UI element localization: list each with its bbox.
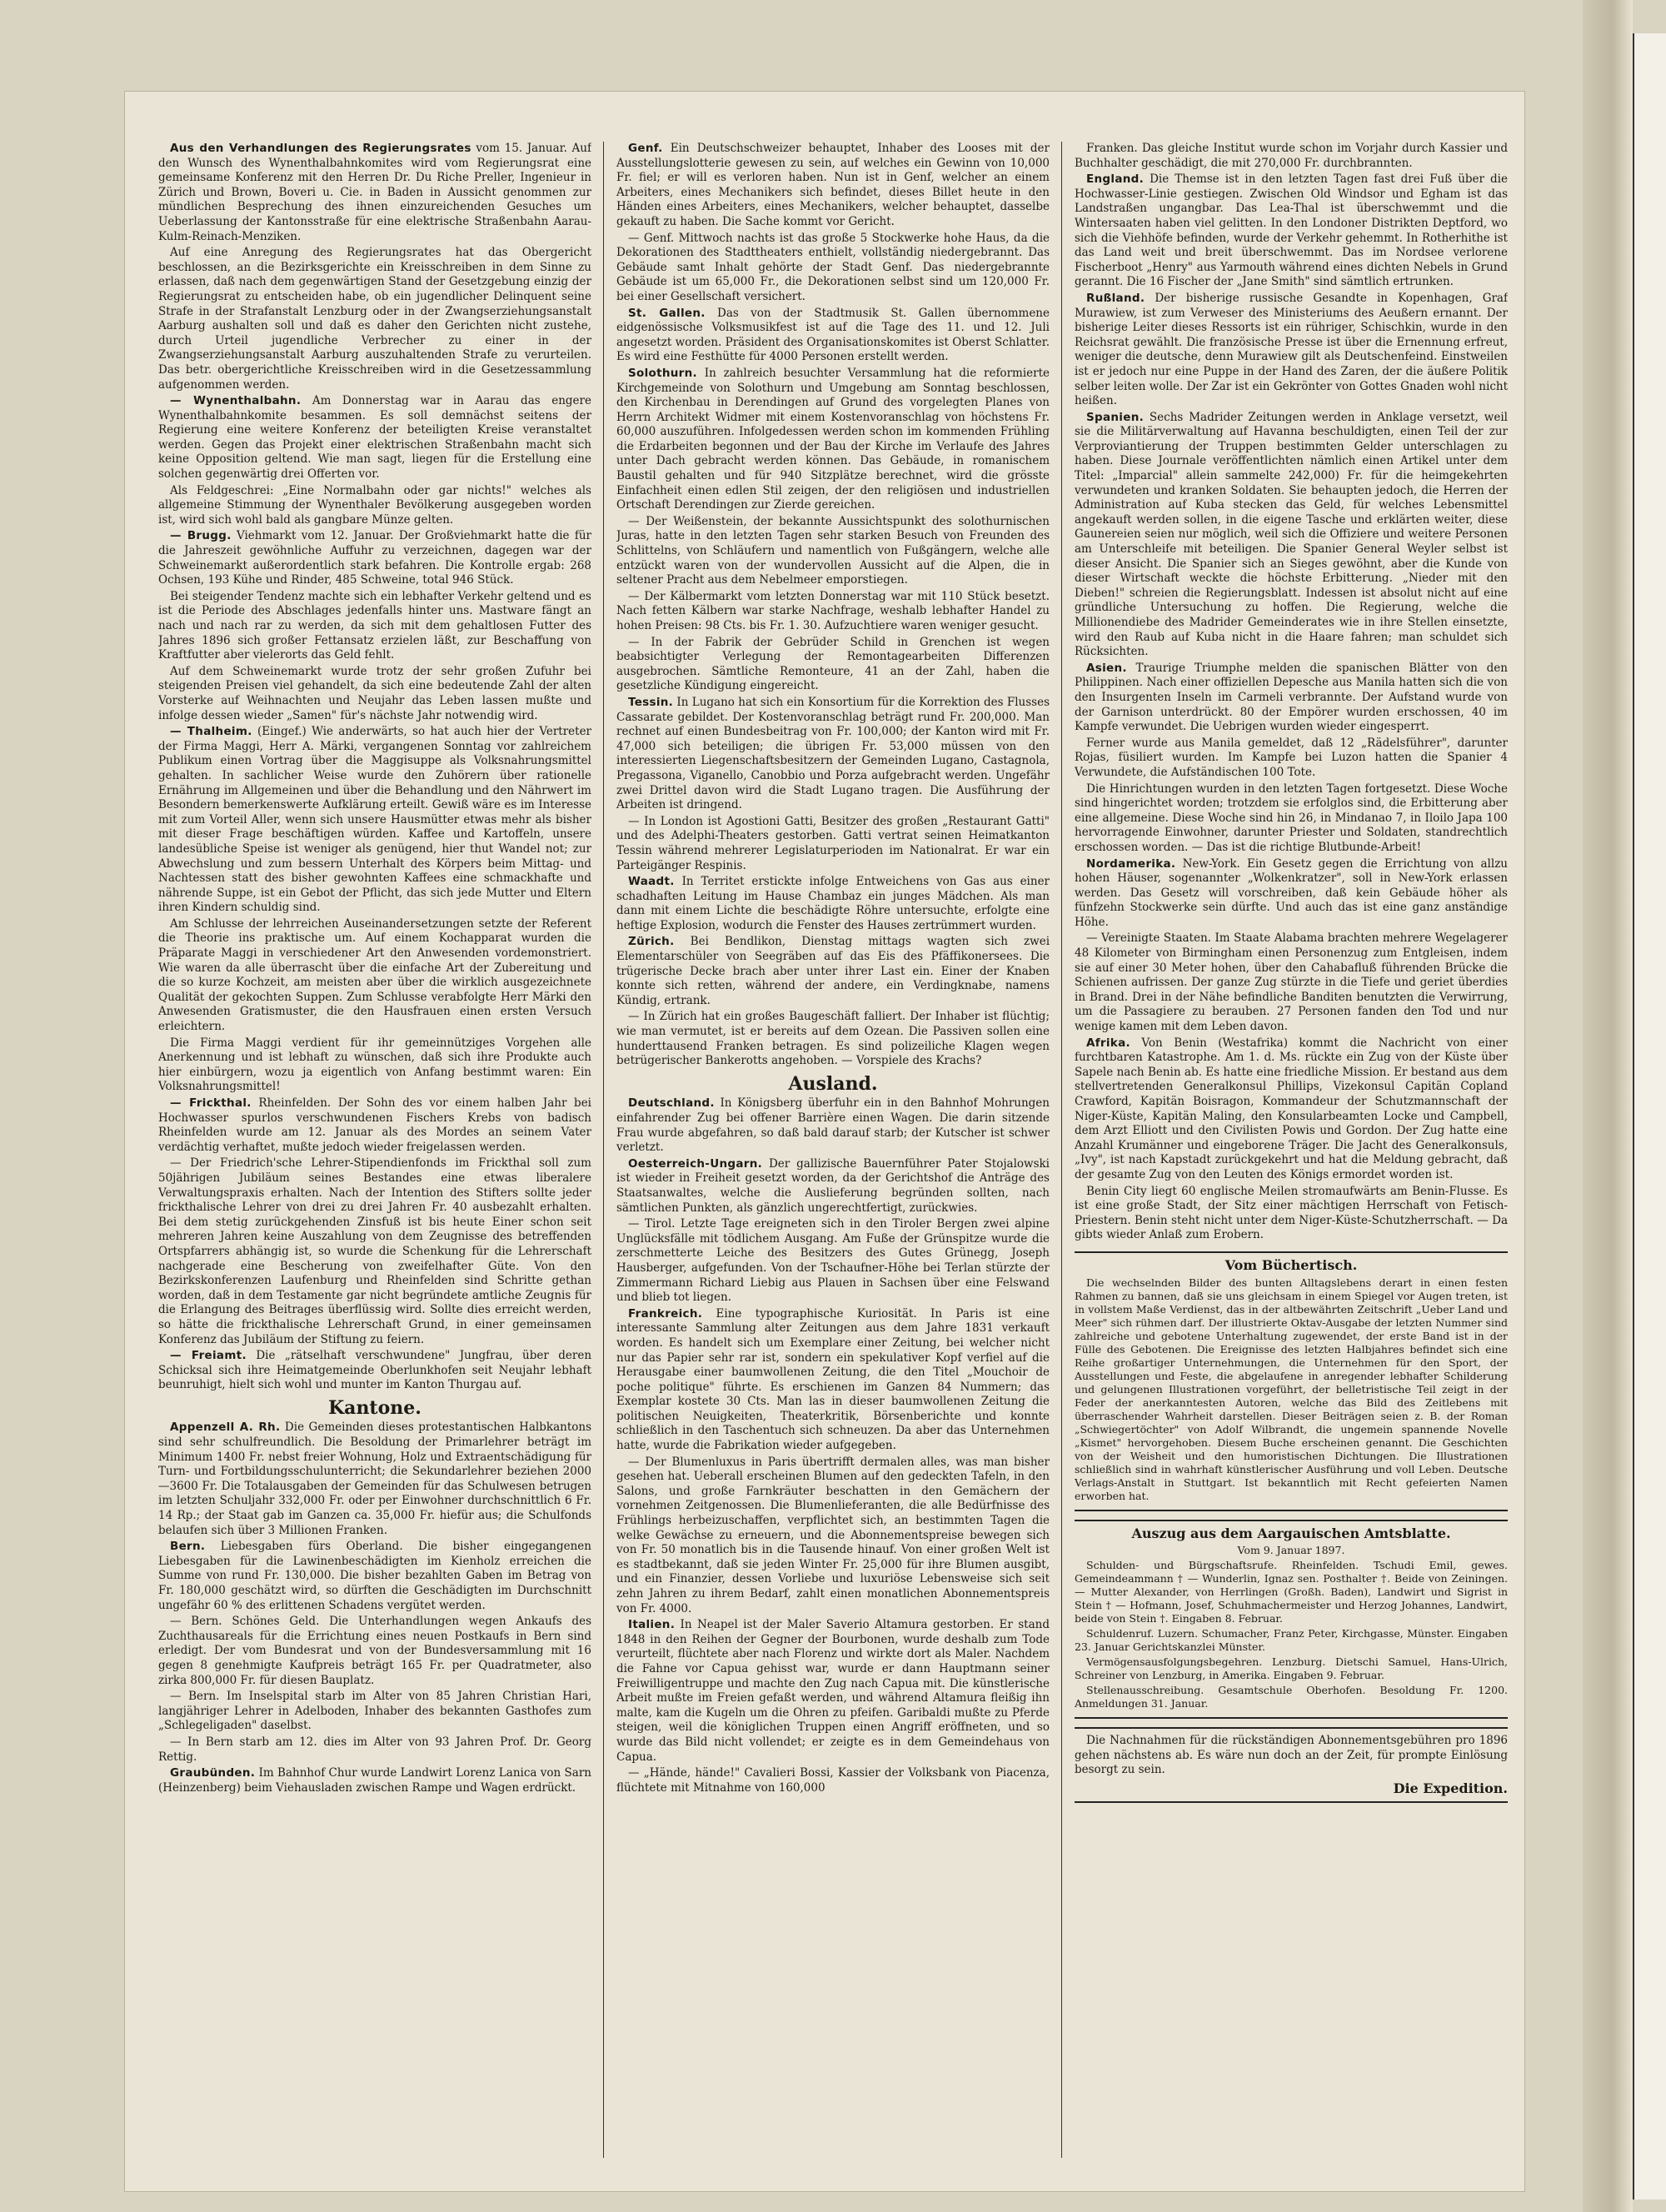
article: — Vereinigte Staaten. Im Staate Alabama brachten mehrere Wegelagerer 48 Kilometer von Birmingham einen Personenzug zum Entgleisen, indem sie auf einer 30 Meter hohen, über den Cahabafluß führenden Brücke die Schienen aufrissen. Der ganze Zug stürzte in die Tiefe und geriet überdies in Brand. Drei in der Nähe befindliche Banditen benutzten die Verwirrung, um die Passagiere zu berauben. 27 Personen fanden den Tod und nur wenige kamen mit dem Leben davon.	[1075, 931, 1508, 1034]
article: — In der Fabrik der Gebrüder Schild in Grenchen ist wegen beabsichtigter Verlegung der Remontagearbeiten Differenzen ausgebrochen. Sämtliche Remonteure, 41 an der Zahl, haben die gesetzliche Kündigung eingereicht.	[616, 635, 1050, 693]
article: Bei steigender Tendenz machte sich ein lebhafter Verkehr geltend und es ist die Periode des Abschlages jedenfalls hinter uns. Mastware fängt an nach und nach rar zu werden, da sich mit dem gehaltlosen Futter des Jahres 1896 sich großer Fettansatz erzielen läßt, zur Beschaffung von Kraftfutter aber vielerorts das Geld fehlt.	[158, 589, 591, 662]
article: Spanien. Sechs Madrider Zeitungen werden in Anklage versetzt, weil sie die Militärverwaltung auf Havanna beschuldigten, einen Teil der zur Verproviantierung der Truppen bestimmten Gelder unterschlagen zu haben. Diese Journale veröffentlichten nämlich einen Artikel unter dem Titel: „Imparcial" allein sammelte 242,000) Fr. für die heimgekehrten verwundeten und kranken Soldaten. Sie behaupten jedoch, die Herren der Administration auf Kuba stecken das Geld, für welches Lebensmittel angekauft werden sollen, in die eigene Tasche und erklärten weiter, diese Gaunereien seien nur möglich, weil sich die Offiziere und weitere Personen am Unterschleife mit beteiligen. Die Spanier General Weyler selbst ist dieser Ansicht. Die Spanier sich an Sieges gewöhnt, aber die Kunde von dieser Wirtschaft weckte die höchste Erbitterung. „Nieder mit den Dieben!" schreien die Regierungsblatt. Indessen ist absolut nicht auf eine gründliche Untersuchung zu hoffen. Die Regierung, welche die Millionendiebe des Madrider Gemeinderates wie in ihre Stellen einsetzte, wird den Raub auf Kuba nicht in die Haare fahren; man schuldet sich Rücksichten.	[1075, 410, 1508, 659]
column-1	[158, 142, 591, 2158]
article: — Bern. Im Inselspital starb im Alter von 85 Jahren Christian Hari, langjähriger Lehrer in Adelboden, Inhaber des bekannten Gasthofes zum „Schlegeligaden" daselbst.	[158, 1690, 591, 1733]
book-review-text: Die wechselnden Bilder des bunten Alltagslebens derart in einen festen Rahmen zu bannen, daß sie uns gleichsam in einem Spiegel vor Augen treten, ist in vollstem Maße Verdienst, das in der altbewährten Zeitschrift „Ueber Land und Meer" sich rühmen darf. Der illustrierte Oktav-Ausgabe der letzten Nummer sind zahlreiche und gebotene Unterhaltung zugewendet, der erste Band ist in der Fülle des Gebotenen. Die Ereignisse des letzten Halbjahres befindet sich eine Reihe großartiger Unternehmungen, die Unternehmen für den Sport, der Ausstellungen und Feste, die abgelaufene in anregender lebhafter Schilderung und gelungenen Illustrationen vorgeführt, der belletristische Teil zeigt in der Feder der anerkanntesten Autoren, welche das Bild des Zeitlebens mit überraschender Wahrheit darstellen. Dieser Beiträgen seien z. B. der Roman „Schwiegertöchter" von Adolf Wilbrandt, die ungemein spannende Novelle „Kismet" hervorgehoben. Diesem Buche erscheinen genannt. Die Geschichten von der Weisheit und den humoristischen Dichtungen. Die Illustrationen schließlich sind in wahrhaft künstlerischer Ausführung und voll Leben. Deutsche Verlags-Anstalt in Stuttgart. Ist bekanntlich mit Recht gefeierten Namen erworben hat.	[1075, 1276, 1508, 1502]
amtsblatt-box	[1075, 1520, 1508, 1720]
article: — Wynenthalbahn. Am Donnerstag war in Aarau das engere Wynenthalbahnkomite besammen. Es soll demnächst seitens der Regierung eine weitere Konferenz der beteiligten Kreise veranstaltet werden. Gegen das Projekt einer elektrischen Straßenbahn macht sich keine Opposition geltend. Wie man sagt, liegen für die Erstellung eine solchen gegenwärtig drei Offerten vor.	[158, 394, 591, 482]
article: — Brugg. Viehmarkt vom 12. Januar. Der Großviehmarkt hatte die für die Jahreszeit gewöhnliche Auffuhr zu verzeichnen, dagegen war der Schweinemarkt außerordentlich stark befahren. Die Kontrolle ergab: 268 Ochsen, 193 Kühe und Rinder, 485 Schweine, total 946 Stück.	[158, 529, 591, 587]
article: Als Feldgeschrei: „Eine Normalbahn oder gar nichts!" welches als allgemeine Stimmung der Wynenthaler Bevölkerung ausgegeben worden ist, wird sich wohl bald als gangbare Münze gelten.	[158, 483, 591, 527]
amtsblatt-date: Vom 9. Januar 1897.	[1237, 1544, 1345, 1557]
amtsblatt-heading: Auszug aus dem Aargauischen Amtsblatte.	[1131, 1525, 1451, 1541]
amtsblatt-entry: Schuldenruf. Luzern. Schumacher, Franz Peter, Kirchgasse, Münster. Eingaben 23. Januar Gerichtskanzlei Münster.	[1075, 1627, 1508, 1654]
article: Waadt. In Territet erstickte infolge Entweichens von Gas aus einer schadhaften Leitung im Hause Chambaz ein junges Mädchen. Als man dann mit einem Lichte die beschädigte Röhre untersuchte, erfolgte eine heftige Explosion, wodurch die Fenster des Hauses zertrümmert wurden.	[616, 875, 1050, 932]
article: — „Hände, hände!" Cavalieri Bossi, Kassier der Volksbank von Piacenza, flüchtete mit Mitnahme von 160,000	[616, 1766, 1050, 1795]
section-heading-ausland: Ausland.	[788, 1072, 878, 1095]
article: Italien. In Neapel ist der Maler Saverio Altamura gestorben. Er stand 1848 in den Reihen der Gegner der Bourbonen, wurde deshalb zum Tode verurteilt, flüchtete aber nach Florenz und wirkte dort als Maler. Nachdem die Fahne vor Capua gehisst war, wurde er dann Hauptmann seiner Freiwilligentruppe und machte den Zug nach Capua mit. Die künstlerische Arbeit mußte im Freien gefaßt werden, und während Altamura fleißig ihn malte, kam die Kugeln um die Ohren zu pfeifen. Garibaldi mußte zu Pferde steigen, weil die königlichen Truppen einen Angriff eröffneten, und so wurde das Bild nicht vollendet; er zeigte es in dem Gemeindehaus von Capua.	[616, 1618, 1050, 1764]
article: — Bern. Schönes Geld. Die Unterhandlungen wegen Ankaufs des Zuchthausareals für die Errichtung eines neuen Postkaufs in Bern sind erledigt. Der vom Bundesrat und von der Bundesversammlung mit 16 gegen 8 genehmigte Kaufpreis beträgt 165 Fr. per Quadratmeter, also zirka 800,000 Fr. für diesen Bauplatz.	[158, 1615, 591, 1687]
article: Afrika. Von Benin (Westafrika) kommt die Nachricht von einer furchtbaren Katastrophe. Am 1. d. Ms. rückte ein Zug von der Küste über Sapele nach Benin ab. Es hatte eine friedliche Mission. Er bestand aus dem stellvertretenden Generalkonsul Phillips, Vizekonsul Capitän Copland Crawford, Kapitän Boisragon, Kommandeur der Schutzmannschaft der Niger-Küste, Kapitän Maling, den Konsularbeamten Locke und Campbell, dem Arzt Elliott und den Civilisten Powis und Gordon. Der Zug hatte eine Anzahl Krumänner und eingeborene Träger. Die Jacht des Generalkonsuls, „Ivy", ist nach Kapstadt zurückgekehrt und hat die Meldung gebracht, daß der gesamte Zug von den Leuten des Königs ermordet worden ist.	[1075, 1036, 1508, 1181]
section-heading-kantone: Kantone.	[328, 1396, 421, 1419]
next-page-edge	[1633, 33, 1666, 2200]
amtsblatt-entry: Schulden- und Bürgschaftsrufe. Rheinfelden. Tschudi Emil, gewes. Gemeindeammann † — Wunderlin, Ignaz sen. Posthalter †. Beide von Zeiningen. — Mutter Alexander, von Herrlingen (Großh. Baden), Landwirt und Sigrist in Stein † — Hofmann, Josef, Schuhmachermeister und Herzog Johannes, Landwirt, beide von Stein †. Eingaben 8. Februar.	[1075, 1559, 1508, 1625]
article: Bern. Liebesgaben fürs Oberland. Die bisher eingegangenen Liebesgaben für die Lawinenbeschädigten im Kienholz erreichen die Summe von rund Fr. 130,000. Die bisher bezahlten Gaben im Betrag von Fr. 180,000 geschätzt wird, so dürften die Geschädigten im Durchschnitt ungefähr 60 % des erlittenen Schadens vergütet werden.	[158, 1540, 591, 1612]
article: — Genf. Mittwoch nachts ist das große 5 Stockwerke hohe Haus, da die Dekorationen des Stadttheaters enthielt, vollständig niedergebrannt. Das Gebäude samt Inhalt gehörte der Stadt Genf. Das niedergebrannte Gebäude ist um 65,000 Fr., die Dekorationen selbst sind um 120,000 Fr. bei einer Gesellschaft versichert.	[616, 231, 1050, 303]
amtsblatt-entry: Stellenausschreibung. Gesamtschule Oberhofen. Besoldung Fr. 1200. Anmeldungen 31. Januar.	[1075, 1684, 1508, 1710]
article: Die Firma Maggi verdient für ihr gemeinnütziges Vorgehen alle Anerkennung und ist lebhaft zu wünschen, daß sich ihre Produkte auch hier einbürgern, wozu ja eigentlich von Anfang bestimmt waren: Ein Volksnahrungsmittel!	[158, 1036, 591, 1094]
article: Genf. Ein Deutschschweizer behauptet, Inhaber des Looses mit der Ausstellungslotterie gewesen zu sein, auf welches ein Gewinn von 10,000 Fr. fiel; er will es verloren haben. Nun ist in Genf, welcher an einem Arbeiters, eines Mechanikers sich befindet, dieses Billet heute in den Händen eines Arbeiters, eines Mechanikers, welcher behauptet, dasselbe gekauft zu haben. Die Sache kommt vor Gericht.	[616, 142, 1050, 228]
column-3	[1075, 142, 1508, 2158]
article: St. Gallen. Das von der Stadtmusik St. Gallen übernommene eidgenössische Volksmusikfest ist auf die Tage des 11. und 12. Juli angesetzt worden. Präsident des Organisationskomites ist Oberst Schlatter. Es wird eine Festhütte für 4000 Personen erstellt werden.	[616, 306, 1050, 364]
article: Graubünden. Im Bahnhof Chur wurde Landwirt Lorenz Lanica von Sarn (Heinzenberg) beim Viehausladen zwischen Rampe und Wagen erdrückt.	[158, 1766, 591, 1795]
article: Ferner wurde aus Manila gemeldet, daß 12 „Rädelsführer", darunter Rojas, füsiliert wurden. Im Kampfe bei Luzon hatten die Spanier 4 Verwundete, die Aufständischen 100 Tote.	[1075, 736, 1508, 779]
section-heading-buechertisch: Vom Büchertisch.	[1225, 1256, 1358, 1273]
article: Die Hinrichtungen wurden in den letzten Tagen fortgesetzt. Diese Woche sind hingerichtet worden; trotzdem sie erfolglos sind, die Erbitterung aber eine allgemeine. Diese Woche sind hin 26, in Mindanao 7, in Iloilo Japa 100 hervorragende Einwohner, darunter Priester und Soldaten, standrechtlich erschossen worden. — Das ist die richtige Blutbunde-Arbeit!	[1075, 781, 1508, 854]
expedition-signature: Die Expedition.	[1393, 1780, 1508, 1796]
article: — In London ist Agostioni Gatti, Besitzer des großen „Restaurant Gatti" und des Adelphi-Theaters gestorben. Gatti vertrat seinen Heimatkanton Tessin während mehrerer Legislaturperioden im Nationalrat. Er war ein Parteigänger Respinis.	[616, 814, 1050, 872]
amtsblatt-entry: Vermögensausfolgungsbegehren. Lenzburg. Dietschi Samuel, Hans-Ulrich, Schreiner von Lenzburg, in Amerika. Eingaben 9. Februar.	[1075, 1655, 1508, 1682]
article: Zürich. Bei Bendlikon, Dienstag mittags wagten sich zwei Elementarschüler von Seegräben auf das Eis des Pfäffikonersees. Die trügerische Decke brach aber unter ihrer Last ein. Einer der Knaben konnte sich retten, während der andere, ein Verdingknabe, namens Kündig, ertrank.	[616, 935, 1050, 1007]
article: England. Die Themse ist in den letzten Tagen fast drei Fuß über die Hochwasser-Linie gestiegen. Zwischen Old Windsor und Egham ist das Landstraßen ungangbar. Das Lea-Thal ist überschwemmt und die Wintersaaten haben viel gelitten. In den Londoner Distrikten Deptford, wo sich die Viehhöfe befinden, wurde der Verkehr gehemmt. In Rotherhithe ist das Land weit und breit überschwemmt. Das im Nordsee verlorene Fischerboot „Henry" aus Yarmouth während eines dichten Nebels in Grund gerannt. Die 16 Fischer der „Jane Smith" sind sämtlich ertrunken.	[1075, 172, 1508, 289]
article: — Frickthal. Rheinfelden. Der Sohn des vor einem halben Jahr bei Hochwasser spurlos verschwundenen Fischers Krebs von badisch Rheinfelden wurde am 12. Januar als des Mordes an seinem Vater verdächtig verhaftet, mußte jedoch wieder freigelassen werden.	[158, 1096, 591, 1154]
article: Auf eine Anregung des Regierungsrates hat das Obergericht beschlossen, an die Bezirksgerichte ein Kreisschreiben in dem Sinne zu erlassen, daß nach dem gegenwärtigen Stand der Gesetzgebung einzig der Regierungsrat zu entscheiden habe, ob ein jugendlicher Delinquent seine Strafe in der Strafanstalt Lenzburg oder in der Zwangserziehungsanstalt Aarburg aushalten soll und daß es daher den Gerichten nicht zustehe, durch Urteil jugendliche Verbrecher zu einer in der Zwangserziehungsanstalt Aarburg auszuhaltenden Strafe zu verurteilen. Das betr. obergerichtliche Kreisschreiben wird in die Gesetzessammlung aufgenommen werden.	[158, 246, 591, 392]
article: Tessin. In Lugano hat sich ein Konsortium für die Korrektion des Flusses Cassarate gebildet. Der Kostenvoranschlag beträgt rund Fr. 200,000. Man rechnet auf einen Bundesbeitrag von Fr. 100,000; der Kanton wird mit Fr. 47,000 sich beteiligen; die übrigen Fr. 53,000 müssen von den interessierten Liegenschaftsbesitzern der Gemeinden Lugano, Castagnola, Pregassona, Viganello, Canobbio und Porza aufgebracht werden. Ungefähr zwei Drittel davon wird die Stadt Lugano tragen. Die Ausführung der Arbeiten ist dringend.	[616, 695, 1050, 812]
article: — Tirol. Letzte Tage ereigneten sich in den Tiroler Bergen zwei alpine Unglücksfälle mit tödlichem Ausgang. Am Fuße der Grünspitze wurde die zerschmetterte Leiche des Besitzers des Gutes Grünegg, Joseph Hausberger, aufgefunden. Von der Tschaufner-Höhe bei Terlan stürzte der Zimmermann Richard Liebig aus Plauen in Sachsen über eine Felswand und blieb tot liegen.	[616, 1217, 1050, 1305]
article: Auf dem Schweinemarkt wurde trotz der sehr großen Zufuhr bei steigenden Preisen viel gehandelt, da sich eine bedeutende Zahl der alten Vorsterke auf Weihnachten und Neujahr das Leben lassen mußte und infolge dessen wieder „Samen" für's nächste Jahr notwendig wird.	[158, 664, 591, 722]
article: — In Zürich hat ein großes Baugeschäft falliert. Der Inhaber ist flüchtig; wie man vermutet, ist er bereits auf dem Ozean. Die Passiven sollen eine hunderttausend Franken betragen. Es sind polizeiliche Klagen wegen betrügerischer Bankerotts angehoben. — Vorspiele des Krachs?	[616, 1010, 1050, 1068]
article: Frankreich. Eine typographische Kuriosität. In Paris ist eine interessante Sammlung alter Zeitungen aus dem Jahre 1831 verkauft worden. Es handelt sich um Exemplare einer Zeitung, bei welcher nicht nur das Papier sehr rar ist, sondern ein spekulativer Kopf verfiel auf die Herausgabe einer baumwollenen Zeitung, die den Titel „Mouchoir de poche politique" führte. Es erschienen im Ganzen 84 Nummern; das Exemplar kostete 30 Cts. Man las in dieser baumwollenen Zeitung die politischen Neuigkeiten, Theaterkritik, Börsenberichte und konnte schließlich in den Taschentuch sich schneuzen. Da aber das Unternehmen hatte, wurde die Fabrikation wieder aufgegeben.	[616, 1306, 1050, 1453]
article: Aus den Verhandlungen des Regierungsrates vom 15. Januar. Auf den Wunsch des Wynenthalbahnkomites wird vom Regierungsrat eine gemeinsame Konferenz mit den Herren Dr. Du Riche Preller, Ingenieur in Zürich und Brown, Boveri u. Cie. in Baden in Aussicht genommen zur mündlichen Besprechung des ihnen einzureichenden Gesuches um Ueberlassung der Kantonsstraße für eine elektrische Straßenbahn Aarau-Kulm-Reinach-Menziken.	[158, 142, 591, 243]
article: Deutschland. In Königsberg überfuhr ein in den Bahnhof Mohrungen einfahrender Zug bei offener Barrière einen Wagen. Die darin sitzende Frau wurde abgefahren, so daß bald darauf starb; der Kutscher ist schwer verletzt.	[616, 1096, 1050, 1155]
column-rule	[603, 142, 604, 2158]
article: Asien. Traurige Triumphe melden die spanischen Blätter von den Philippinen. Nach einer offiziellen Depesche aus Manila hatten sich die von den Insurgenten Inseln im Carmeli verbrannte. Der Aufstand wurde von der Garnison unterdrückt. 80 der Empörer wurden erschossen, 40 im Kampfe verwundet. Die Uebrigen wurden wieder eingesperrt.	[1075, 661, 1508, 734]
article: Oesterreich-Ungarn. Der gallizische Bauernführer Pater Stojalowski ist wieder in Freiheit gesetzt worden, da der Gerichtshof die Anträge des Staatsanwaltes, welche die Auslieferung begründen sollten, nach sämtlichen Punkten, als gänzlich ungerechtfertigt, zurückwies.	[616, 1156, 1050, 1215]
book-review-box	[1075, 1251, 1508, 1511]
newspaper-page	[125, 92, 1524, 2191]
article: Benin City liegt 60 englische Meilen stromaufwärts am Benin-Flusse. Es ist eine große Stadt, der Sitz einer mächtigen Herrschaft von Fetisch-Priestern. Benin steht nicht unter dem Niger-Küste-Schutzherrschaft. — Da gibts wieder Anlaß zum Erobern.	[1075, 1184, 1508, 1242]
article: Franken. Das gleiche Institut wurde schon im Vorjahr durch Kassier und Buchhalter geschädigt, die mit 270,000 Fr. durchbrannten.	[1075, 142, 1508, 170]
article: Solothurn. In zahlreich besuchter Versammlung hat die reformierte Kirchgemeinde von Solothurn und Umgebung am Sonntag beschlossen, den Kirchenbau in Derendingen auf Grund des vorgelegten Planes von Herrn Architekt Widmer mit einem Kostenvoranschlag von höchstens Fr. 60,000 auszuführen. Infolgedessen werden schon im kommenden Frühling die Erdarbeiten begonnen und der Bau der Kirche im Verlaufe des Jahres unter Dach gebracht werden können. Das Gebäude, in romanischem Baustil gehalten und für 940 Sitzplätze berechnet, wird die grösste Einfachheit einen edlen Stil zeigen, der den religiösen und industriellen Ortschaft Derendingen zur Zierde gereichen.	[616, 366, 1050, 512]
column-rule	[1061, 142, 1062, 2158]
article: Nordamerika. New-York. Ein Gesetz gegen die Errichtung von allzu hohen Häuser, sogenannter „Wolkenkratzer", soll in New-York erlassen werden. Das Gesetz will vorschreiben, daß kein Gebäude höher als fünfzehn Stockwerke sein dürfte. Und auch das ist eine ganz anständige Höhe.	[1075, 856, 1508, 929]
article: — Der Kälbermarkt vom letzten Donnerstag war mit 110 Stück besetzt. Nach fetten Kälbern war starke Nachfrage, weshalb lebhafter Handel zu hohen Preisen: 98 Cts. bis Fr. 1. 30. Aufzuchtiere waren weniger gesucht.	[616, 589, 1050, 632]
article: — Der Weißenstein, der bekannte Aussichtspunkt des solothurnischen Juras, hatte in den letzten Tagen sehr starken Besuch von Freunden des Schlittelns, von Schläufern und namentlich von Fußgängern, welche alle entzückt waren von der wundervollen Aussicht auf die Alpen, die in seltener Pracht aus dem Nebelmeer emporstiegen.	[616, 514, 1050, 587]
article: — Freiamt. Die „rätselhaft verschwundene" Jungfrau, über deren Schicksal sich ihre Heimatgemeinde Oberlunkhofen seit Neujahr lebhaft beunruhigt, hielt sich wohl und munter im Kanton Thurgau auf.	[158, 1349, 591, 1392]
article: — Der Blumenluxus in Paris übertrifft dermalen alles, was man bisher gesehen hat. Ueberall erscheinen Blumen auf den gedeckten Tafeln, in den Salons, und große Farnkräuter beschatten in den Gemächern der vornehmen Zeitgenossen. Die Blumenlieferanten, die alle Bedürfnisse des Frühlings herbeizuschaffen, verpflichtet sich, an bestimmten Tagen die welke Gewächse zu erneuern, und die Abonnementspreise bewegen sich von Fr. 50 monatlich bis in die Tausende hinauf. Von einer großen Welt ist es stadtbekannt, daß sie jeden Winter Fr. 25,000 für ihre Blumen ausgibt, und ein Finanzier, dessen Vorliebe und luxuriöse Lebensweise sich seit zehn Jahren zu ihrem Bedarf, zahlt einen monatlichen Abonnementspreis von Fr. 4000.	[616, 1455, 1050, 1615]
article: — Thalheim. (Eingef.) Wie anderwärts, so hat auch hier der Vertreter der Firma Maggi, Herr A. Märki, vergangenen Sonntag vor zahlreichem Publikum einen Vortrag über die Maggisuppe als Volksnahrungsmittel gehalten. In sachlicher Weise wurde den Zuhörern über rationelle Ernährung im Allgemeinen und über die Behandlung und den Nährwert im Besondern bemerkenswerte Aufklärung erteilt. Gewiß wäre es im Interesse mit zum Vorteil Aller, wenn sich unsere Hausmütter etwas mehr als bisher mit dieser Frage beschäftigen würden. Kaffee und Kartoffeln, unsere landesübliche Speise ist weniger als genügend, hier thut Wandel not; zur Abwechslung und zum bessern Unterhalt des Körpers beim Mittag- und Nachtessen statt des bisher gewohnten Kaffees eine schmackhafte und nährende Suppe, ist ein Gebot der Pflicht, das sich jede Mutter und Eltern ihren Kindern schuldig sind.	[158, 725, 591, 915]
article: — Der Friedrich'sche Lehrer-Stipendienfonds im Frickthal soll zum 50jährigen Jubiläum seines Bestandes eine etwas liberalere Verwaltungspraxis erhalten. Nach der Intention des Stifters sollte jeder frickthalische Lehrer von drei zu drei Jahren Fr. 40 ausbezahlt erhalten. Bei dem stetig zurückgehenden Zinsfuß ist bis heute Einer schon seit mehreren Jahren keine Auszahlung von dem Zeugnisse des betreffenden Ortspfarrers abhängig ist, so wurde die Schenkung für die Lehrerschaft nachgerade eine Bescherung von zweifelhafter Güte. Von den Bezirkskonferenzen Laufenburg und Rheinfelden sind Schritte gethan worden, daß in dem Testamente gar nicht begründete amtliche Zeugnis für die Erlangung des Beitrages überflüssig wird. Sollte dies erreicht werden, so hätte die frickthalische Lehrerschaft Grund, in einer gemeinsamen Konferenz das Jubiläum der Stiftung zu feiern.	[158, 1156, 591, 1346]
expedition-notice-box	[1075, 1727, 1508, 1802]
article: Appenzell A. Rh. Die Gemeinden dieses protestantischen Halbkantons sind sehr schulfreundlich. Die Besoldung der Primarlehrer beträgt im Minimum 1400 Fr. nebst freier Wohnung, Holz und Extraentschädigung für Turn- und Fortbildungsschulunterricht; die Sekundarlehrer beziehen 2000—3600 Fr. Die Totalausgaben der Gemeinden für das Schulwesen betrugen im letzten Schuljahr 332,000 Fr. oder per Einwohner durchschnittlich 6 Fr. 14 Rp.; der Staat gab im Ganzen ca. 35,000 Fr. hiefür aus; die Schulfonds belaufen sich über 3 Millionen Franken.	[158, 1421, 591, 1537]
column-2	[616, 142, 1050, 2158]
article: Am Schlusse der lehrreichen Auseinandersetzungen setzte der Referent die Theorie ins praktische um. Auf einem Kochapparat wurden die Präparate Maggi in verschiedener Art den Anwesenden vordemonstriert. Wie waren da alle überrascht über die einfache Art der Zubereitung und die so kurze Kochzeit, am meisten aber über die wirklich ausgezeichnete Qualität der gekochten Suppen. Zum Schlusse verabfolgte Herr Märki den Anwesenden Gratismuster, die den Hausfrauen einen ersten Versuch erleichtern.	[158, 916, 591, 1034]
expedition-notice: Die Nachnahmen für die rückständigen Abonnementsgebühren pro 1896 gehen nächstens ab. Es wäre nun doch an der Zeit, für prompte Einlösung besorgt zu sein.	[1075, 1734, 1508, 1777]
page-binding	[1583, 0, 1633, 2212]
article: — In Bern starb am 12. dies im Alter von 93 Jahren Prof. Dr. Georg Rettig.	[158, 1735, 591, 1764]
article: Rußland. Der bisherige russische Gesandte in Kopenhagen, Graf Murawiew, ist zum Verweser des Ministeriums des Aeußern ernannt. Der bisherige Leiter dieses Ressorts ist ein rühriger, Schischkin, wurde in den Reichsrat gewählt. Die französische Presse ist über die Ernennung erfreut, weniger die deutsche, denn Murawiew gilt als Deutschenfeind. Einstweilen ist er jedoch nur eine Puppe in der Hand des Zaren, der die äußere Politik selber leiten wolle. Der Zar ist ein Gekrönter von Gottes Gnaden wohl nicht heißen.	[1075, 291, 1508, 408]
